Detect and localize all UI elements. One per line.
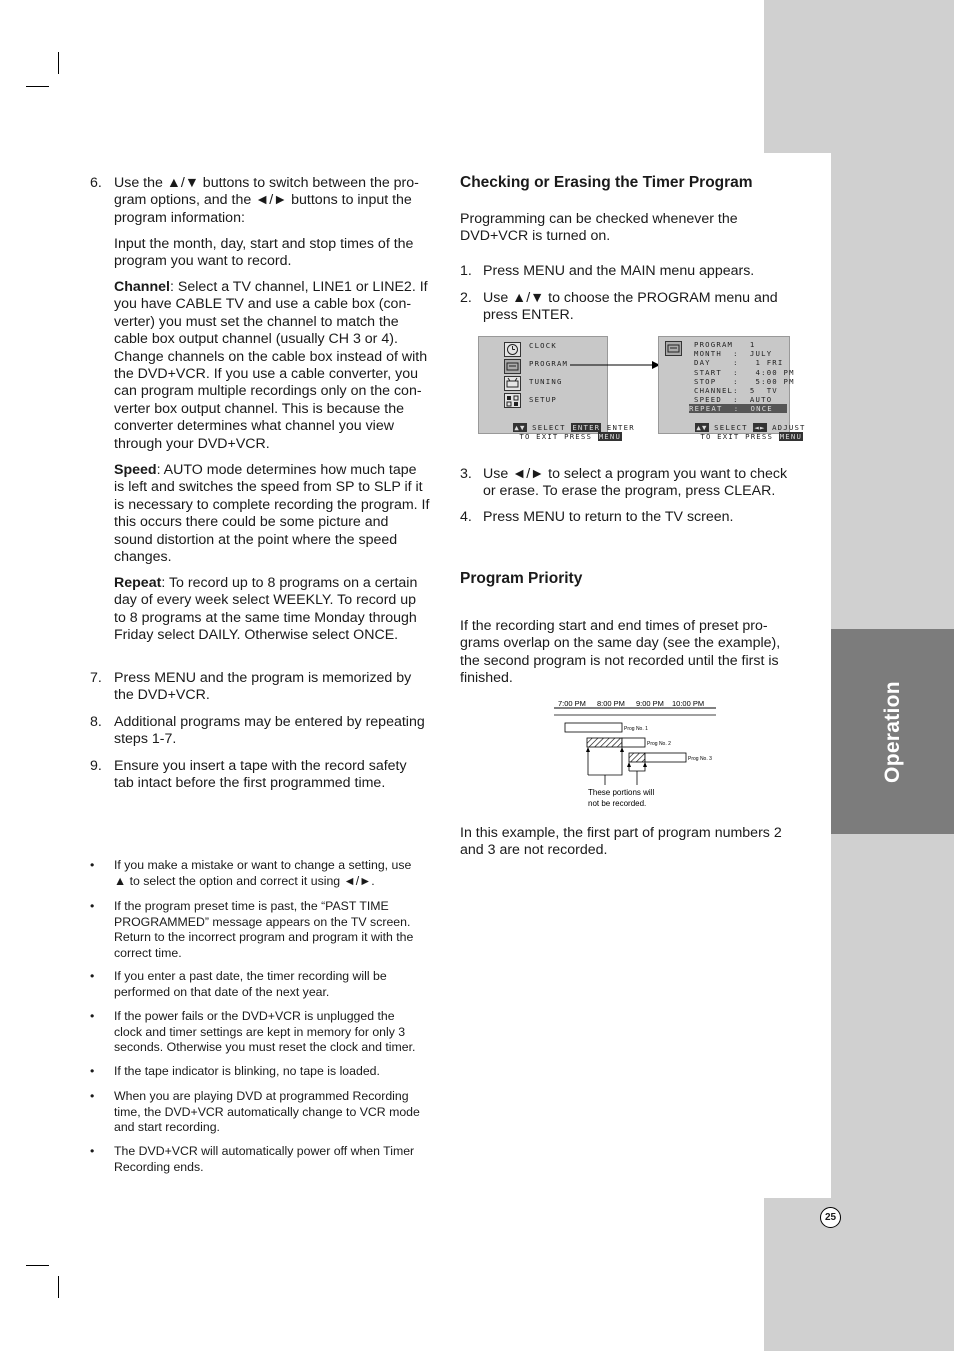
osd-program-menu: [658, 336, 806, 441]
osd-footer: [678, 423, 803, 450]
program-icon: [665, 341, 682, 356]
paragraph-line: If the recording start and end times of preset pro-: [460, 618, 768, 634]
paragraph-line: finished.: [460, 670, 513, 687]
line-text: day of every week select WEEKLY. To record up: [114, 592, 417, 609]
step-text: [114, 758, 444, 793]
pointer-arrow: [627, 762, 631, 767]
time-label: 8:00 PM: [597, 699, 625, 708]
osd-key: MENU: [598, 432, 622, 441]
paragraph-line: [114, 366, 444, 383]
note-line: If you make a mistake or want to change a setting, use: [114, 858, 412, 872]
line-text: can program multiple recordings only on the con-: [114, 383, 422, 400]
prog2-label: Prog No. 2: [647, 741, 671, 747]
note-item: [114, 1089, 444, 1136]
paragraph-line: Input the month, day, start and stop times of the: [114, 236, 414, 252]
paragraph-line: [114, 418, 444, 435]
section-tab-label: Operation: [880, 680, 904, 783]
note-line: time, the DVD+VCR automatically change to VCR mode: [114, 1104, 420, 1119]
osd-footer-text: SELECT: [708, 423, 754, 432]
crop-mark: [26, 1265, 49, 1266]
priority-paragraph: [460, 618, 800, 688]
step-number: 8.: [90, 714, 102, 730]
paragraph-line: program you want to record.: [114, 253, 292, 270]
paragraph-line: [114, 549, 444, 566]
osd-program-line: MONTH : JULY: [694, 349, 773, 359]
clock-icon: [504, 342, 521, 357]
note-item: [114, 858, 444, 889]
osd-footer-text: ADJUST: [766, 423, 806, 432]
step-number: 7.: [90, 670, 102, 686]
step-line: Use the ▲/▼ buttons to switch between the pro-: [114, 175, 419, 191]
paragraph-line: [114, 279, 444, 296]
line-text: this occurs there could be some picture and: [114, 514, 389, 531]
note-line: and start recording.: [114, 1120, 220, 1135]
paragraph: [114, 236, 444, 271]
step-text: [114, 670, 444, 705]
time-label: 9:00 PM: [636, 699, 664, 708]
paragraph-line: [114, 575, 444, 592]
paragraph-line: [114, 592, 444, 609]
pointer-arrow: [586, 747, 590, 752]
step-line: program information:: [114, 209, 245, 226]
step-number: 2.: [460, 290, 472, 306]
prog3-overlap: [629, 753, 645, 762]
line-text: you have CABLE TV and use a cable box (con-: [114, 296, 412, 313]
intro-paragraph: [460, 211, 800, 246]
bullet-icon: •: [90, 899, 95, 913]
term-label: Repeat: [114, 575, 162, 591]
paragraph-line: [114, 497, 444, 514]
diagram-caption: not be recorded.: [588, 799, 647, 808]
note-line: performed on that date of the next year.: [114, 984, 330, 999]
crop-mark: [58, 52, 59, 74]
paragraph-line: [114, 401, 444, 418]
step-line: Additional programs may be entered by repeating: [114, 714, 425, 730]
pointer-arrow: [643, 762, 647, 767]
step-line: Press MENU and the program is memorized by: [114, 670, 412, 686]
repeat-paragraph: [114, 575, 444, 645]
channel-paragraph: [114, 279, 444, 453]
paragraph-line: [114, 462, 444, 479]
line-text: verter) you must set the channel to match the: [114, 313, 399, 330]
osd-item-program: PROGRAM: [529, 359, 569, 368]
step-number: 3.: [460, 466, 472, 482]
paragraph-line: [114, 610, 444, 627]
osd-repeat-line: REPEAT : ONCE: [689, 404, 787, 413]
crop-mark: [58, 1276, 59, 1298]
paragraph-line: [114, 479, 444, 496]
step-line: or erase. To erase the program, press CLEAR.: [483, 483, 776, 500]
prog3-label: Prog No. 3: [688, 756, 712, 762]
step-line: Use ◄/► to select a program you want to check: [483, 466, 788, 482]
prog2-bar: [622, 738, 645, 747]
step-text: [483, 263, 803, 280]
step-number: 9.: [90, 758, 102, 774]
step-number: 6.: [90, 175, 102, 191]
term-label: Channel: [114, 279, 170, 295]
paragraph-line: [114, 627, 444, 644]
section-heading: Checking or Erasing the Timer Program: [460, 174, 753, 191]
paragraph-line: [114, 514, 444, 531]
osd-footer: [497, 423, 622, 450]
tuning-icon: [504, 376, 521, 391]
note-line: When you are playing DVD at programmed Recording: [114, 1089, 409, 1103]
line-text: to 8 programs at the same time Monday through: [114, 609, 417, 626]
program-icon: [504, 359, 521, 374]
osd-main-menu: [478, 336, 635, 441]
step-line: Ensure you insert a tape with the record safety: [114, 758, 407, 774]
step-text: [483, 509, 803, 526]
bullet-icon: •: [90, 1144, 95, 1158]
note-line: The DVD+VCR will automatically power off when Timer: [114, 1144, 415, 1158]
line-text: converter determines what channel you view: [114, 418, 394, 435]
note-line: If the power fails or the DVD+VCR is unplugged the: [114, 1009, 395, 1023]
line-text: the DVD+VCR. If you use a cable converter, you: [114, 366, 419, 383]
prog1-bar: [565, 723, 622, 732]
note-item: [114, 1009, 444, 1056]
term-label: Speed: [114, 462, 157, 478]
speed-paragraph: [114, 462, 444, 566]
paragraph-line: DVD+VCR is turned on.: [460, 228, 611, 245]
note-line: Recording ends.: [114, 1159, 204, 1174]
step-text: [483, 466, 803, 501]
paragraph-line: In this example, the first part of program numbers 2: [460, 825, 782, 841]
osd-program-line: DAY : 1 FRI: [694, 358, 784, 368]
line-text: is left and switches the speed from SP to SLP if it: [114, 479, 423, 496]
note-item: [114, 969, 444, 1000]
setup-icon: [504, 393, 521, 408]
paragraph-line: [114, 532, 444, 549]
osd-item-clock: CLOCK: [529, 341, 557, 350]
page-number: 25: [820, 1207, 841, 1228]
osd-program-line: PROGRAM 1: [694, 340, 756, 349]
note-item: [114, 1144, 444, 1175]
note-line: If the program preset time is past, the “PAST TIME: [114, 899, 389, 913]
line-text: sound distortion at the point where the speed: [114, 531, 398, 548]
osd-item-tuning: TUNING: [529, 377, 563, 386]
osd-footer-text: SELECT: [526, 423, 572, 432]
paragraph-line: and 3 are not recorded.: [460, 842, 608, 859]
paragraph-line: [114, 349, 444, 366]
closing-paragraph: [460, 825, 800, 860]
paragraph-line: [114, 314, 444, 331]
line-text: is necessary to complete recording the program. If: [114, 496, 430, 513]
line-text: through your DVD+VCR.: [114, 435, 270, 452]
step-line: Press MENU to return to the TV screen.: [483, 509, 734, 525]
arrow-icon: [570, 358, 660, 372]
osd-item-setup: SETUP: [529, 395, 557, 404]
osd-key: ▲▼: [696, 423, 708, 432]
step-number: 1.: [460, 263, 472, 279]
note-line: clock and timer settings are kept in memory for only 3: [114, 1024, 406, 1039]
line-text: verter box output channel. This is because the: [114, 400, 404, 417]
note-item: [114, 1064, 444, 1080]
note-line: seconds. Otherwise you must reset the clock and timer.: [114, 1040, 416, 1055]
note-line: If you enter a past date, the timer recording will be: [114, 969, 387, 983]
diagram-caption: These portions will: [588, 788, 655, 797]
osd-key: ENTER: [572, 423, 601, 432]
step-text: [114, 175, 444, 227]
note-item: [114, 899, 444, 961]
crop-mark: [26, 86, 49, 87]
paragraph-line: Programming can be checked whenever the: [460, 211, 738, 227]
step-line: tab intact before the first programmed time.: [114, 775, 386, 792]
bullet-icon: •: [90, 1009, 95, 1023]
section-heading: Program Priority: [460, 570, 583, 587]
line-text: Change channels on the cable box instead of with: [114, 348, 428, 365]
osd-key: MENU: [779, 432, 803, 441]
paragraph-line: grams overlap on the same day (see the example),: [460, 635, 781, 652]
bullet-icon: •: [90, 969, 95, 983]
paragraph-line: the second program is not recorded until the first is: [460, 652, 779, 669]
step-line: press ENTER.: [483, 307, 574, 324]
line-text: : To record up to 8 programs on a certain: [161, 575, 418, 591]
step-text: [114, 714, 444, 749]
osd-footer-text: ENTER: [601, 423, 635, 432]
step-line: the DVD+VCR.: [114, 687, 210, 704]
line-text: Friday select DAILY. Otherwise select ONCE.: [114, 627, 399, 644]
osd-footer-text: TO EXIT PRESS: [519, 432, 598, 441]
paragraph-line: [114, 383, 444, 400]
osd-footer-text: TO EXIT PRESS: [700, 432, 779, 441]
osd-program-line: CHANNEL: 5 TV: [694, 386, 778, 395]
prog3-bar: [645, 753, 686, 762]
note-line: correct time.: [114, 945, 182, 960]
prog1-label: Prog No. 1: [624, 726, 648, 732]
note-line: Return to the incorrect program and program it with the: [114, 930, 414, 945]
osd-program-line: STOP : 5:00 PM: [694, 376, 795, 386]
step-text: [483, 290, 803, 325]
prog2-overlap: [587, 738, 622, 747]
osd-key: ◄►: [754, 423, 766, 432]
pointer-line: [588, 749, 622, 775]
line-text: : AUTO mode determines how much tape: [156, 462, 417, 478]
note-line: If the tape indicator is blinking, no tape is loaded.: [114, 1064, 380, 1078]
time-label: 7:00 PM: [558, 699, 586, 708]
step-line: steps 1-7.: [114, 731, 177, 748]
note-line: ▲ to select the option and correct it using ◄/►.: [114, 873, 375, 888]
osd-program-line: SPEED : AUTO: [694, 395, 773, 405]
note-line: PROGRAMMED” message appears on the TV screen.: [114, 914, 411, 929]
bullet-icon: •: [90, 1089, 95, 1103]
priority-diagram: [550, 695, 725, 813]
step-line: gram options, and the ◄/► buttons to input the: [114, 192, 412, 209]
paragraph-line: [114, 296, 444, 313]
time-label: 10:00 PM: [672, 699, 705, 708]
line-text: : Select a TV channel, LINE1 or LINE2. If: [169, 279, 428, 295]
bullet-icon: •: [90, 1064, 95, 1078]
paragraph-line: [114, 331, 444, 348]
paragraph-line: [114, 436, 444, 453]
line-text: changes.: [114, 549, 172, 566]
osd-key: ▲▼: [514, 423, 526, 432]
step-line: Use ▲/▼ to choose the PROGRAM menu and: [483, 290, 778, 306]
line-text: cable box output channel (usually CH 3 or 4).: [114, 331, 398, 348]
bullet-icon: •: [90, 858, 95, 872]
pointer-line: [629, 764, 645, 771]
pointer-arrow: [620, 747, 624, 752]
osd-program-line: START : 4:00 PM: [694, 367, 795, 377]
step-number: 4.: [460, 509, 472, 525]
step-line: Press MENU and the MAIN menu appears.: [483, 263, 755, 279]
